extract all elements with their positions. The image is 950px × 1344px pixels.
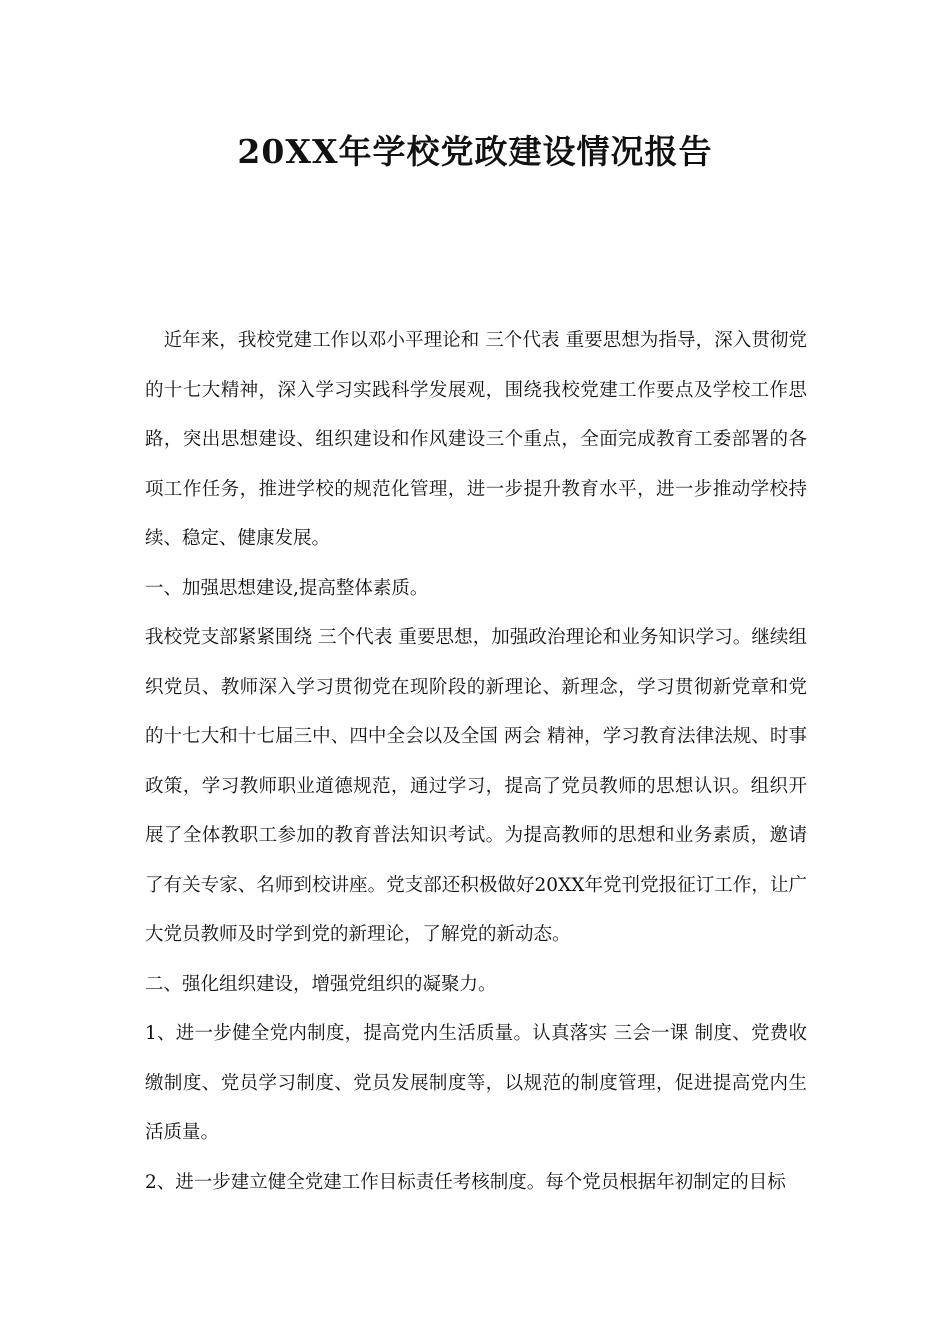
section-1-paragraph: 我校党支部紧紧围绕 三个代表 重要思想，加强政治理论和业务知识学习。继续组织党员、教师深入学习贯彻党在现阶段的新理论、新理念，学习贯彻新党章和党的十七大和十七届三中、四中全会以及全国 两会 精神，学习教育法律法规、时事政策，学习教师职业道德规范，通过学习，提高了党员教师的思想认识。组织开展了全体教职工参加的教育普法知识考试。为提高教师的思想和业务素质，邀请了有关专家、名师到校讲座。党支部还积极做好20XX年党刊党报征订工作，让广大党员教师及时学到党的新理论，了解党的新动态。	[145, 627, 807, 945]
section-2-item-1: 1、进一步健全党内制度，提高党内生活质量。认真落实 三会一课 制度、党费收缴制度、党员学习制度、党员发展制度等，以规范的制度管理，促进提高党内生活质量。	[145, 1023, 807, 1143]
section-heading-2: 二、强化组织建设，增强党组织的凝聚力。	[145, 973, 497, 995]
intro-paragraph: 近年来，我校党建工作以邓小平理论和 三个代表 重要思想为指导，深入贯彻党的十七大精神，深入学习实践科学发展观，围绕我校党建工作要点及学校工作思路，突出思想建设、组织建设和作风建设三个重点，全面完成教育工委部署的各项工作任务，推进学校的规范化管理，进一步提升教育水平，进一步推动学校持续、稳定、健康发展。	[145, 330, 807, 549]
document-title: 20XX年学校党政建设情况报告	[237, 132, 713, 171]
section-heading-1: 一、加强思想建设,提高整体素质。	[145, 577, 429, 599]
section-2-item-2: 2、进一步建立健全党建工作目标责任考核制度。每个党员根据年初制定的目标	[145, 1171, 786, 1193]
document-body	[145, 316, 807, 1207]
